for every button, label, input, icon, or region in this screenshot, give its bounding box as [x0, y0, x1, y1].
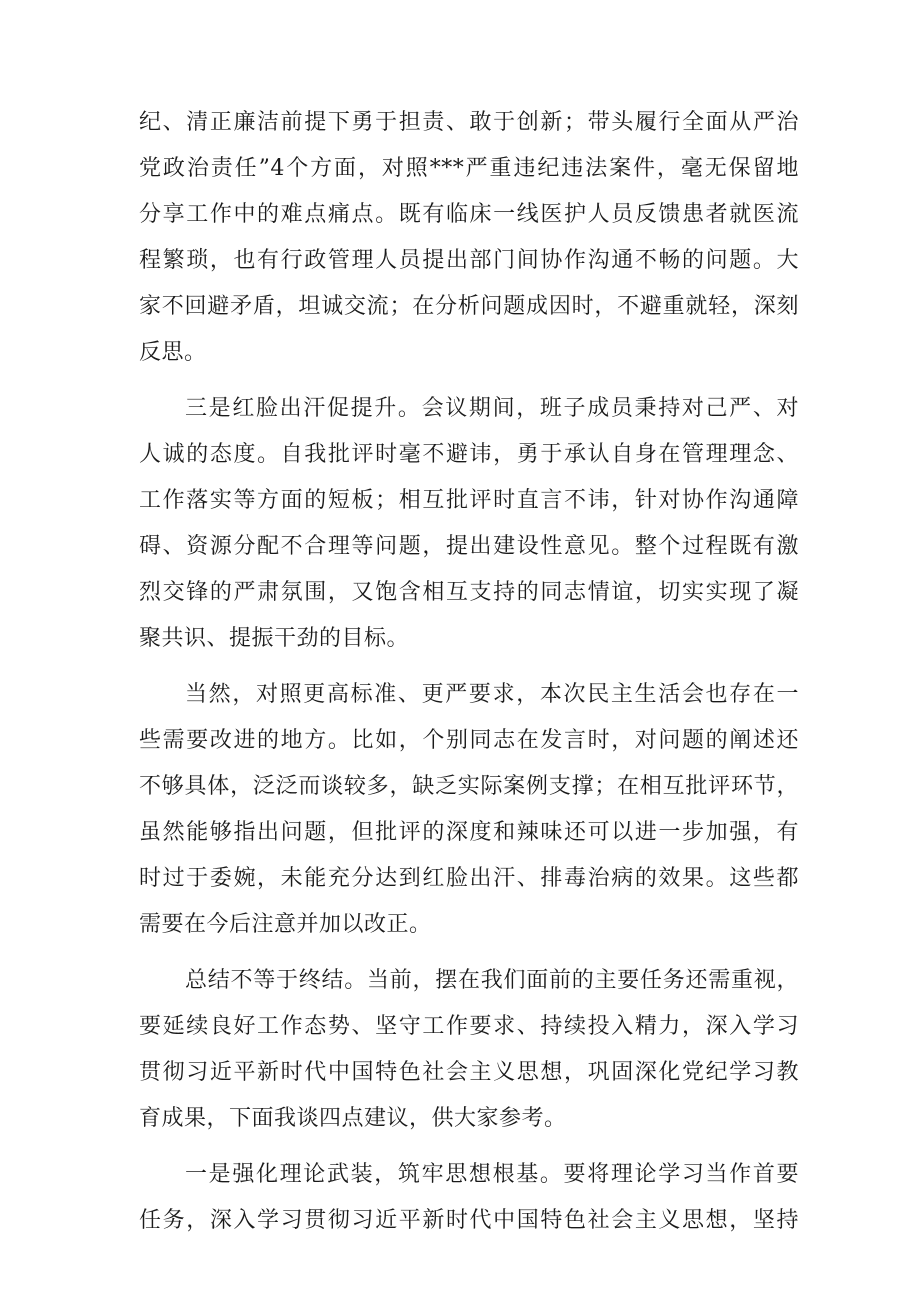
paragraph-4	[139, 958, 799, 1142]
text-line: 任务，深入学习贯彻习近平新时代中国特色社会主义思想，坚持	[139, 1208, 799, 1233]
text-line: 虽然能够指出问题，但批评的深度和辣味还可以进一步加强，有	[139, 820, 799, 845]
text-line: 工作落实等方面的短板；相互批评时直言不讳，针对协作沟通障	[139, 488, 799, 513]
text-line: 时过于委婉，未能充分达到红脸出汗、排毒治病的效果。这些都	[139, 866, 799, 891]
text-line: 人诚的态度。自我批评时毫不避讳，勇于承认自身在管理理念、	[139, 442, 799, 467]
paragraph-5	[139, 1152, 799, 1244]
text-line: 总结不等于终结。当前，摆在我们面前的主要任务还需重视，	[185, 968, 799, 993]
paragraph-2	[139, 386, 799, 662]
text-line: 纪、清正廉洁前提下勇于担责、敢于创新；带头履行全面从严治	[139, 110, 799, 135]
text-line: 些需要改进的地方。比如，个别同志在发言时，对问题的阐述还	[139, 728, 799, 753]
text-line: 三是红脸出汗促提升。会议期间，班子成员秉持对己严、对	[185, 396, 799, 421]
text-line: 程繁琐，也有行政管理人员提出部门间协作沟通不畅的问题。大	[139, 248, 799, 273]
text-line: 反思。	[139, 340, 207, 365]
text-line: 不够具体，泛泛而谈较多，缺乏实际案例支撑；在相互批评环节，	[139, 774, 799, 799]
text-line: 党政治责任”4个方面，对照***严重违纪违法案件，毫无保留地	[139, 156, 799, 181]
text-line: 家不回避矛盾，坦诚交流；在分析问题成因时，不避重就轻，深刻	[139, 294, 799, 319]
text-line: 一是强化理论武装，筑牢思想根基。要将理论学习当作首要	[185, 1162, 799, 1187]
text-line: 碍、资源分配不合理等问题，提出建设性意见。整个过程既有激	[139, 534, 799, 559]
text-line: 需要在今后注意并加以改正。	[139, 912, 432, 937]
text-line: 贯彻习近平新时代中国特色社会主义思想，巩固深化党纪学习教	[139, 1060, 799, 1085]
text-line: 育成果，下面我谈四点建议，供大家参考。	[139, 1106, 567, 1131]
document-body	[139, 100, 799, 1244]
text-line: 烈交锋的严肃氛围，又饱含相互支持的同志情谊，切实实现了凝	[139, 580, 799, 605]
text-line: 要延续良好工作态势、坚守工作要求、持续投入精力，深入学习	[139, 1014, 799, 1039]
paragraph-3	[139, 672, 799, 948]
paragraph-1	[139, 100, 799, 376]
text-line: 聚共识、提振干劲的目标。	[139, 626, 410, 651]
text-line: 当然，对照更高标准、更严要求，本次民主生活会也存在一	[185, 682, 799, 707]
text-line: 分享工作中的难点痛点。既有临床一线医护人员反馈患者就医流	[139, 202, 799, 227]
